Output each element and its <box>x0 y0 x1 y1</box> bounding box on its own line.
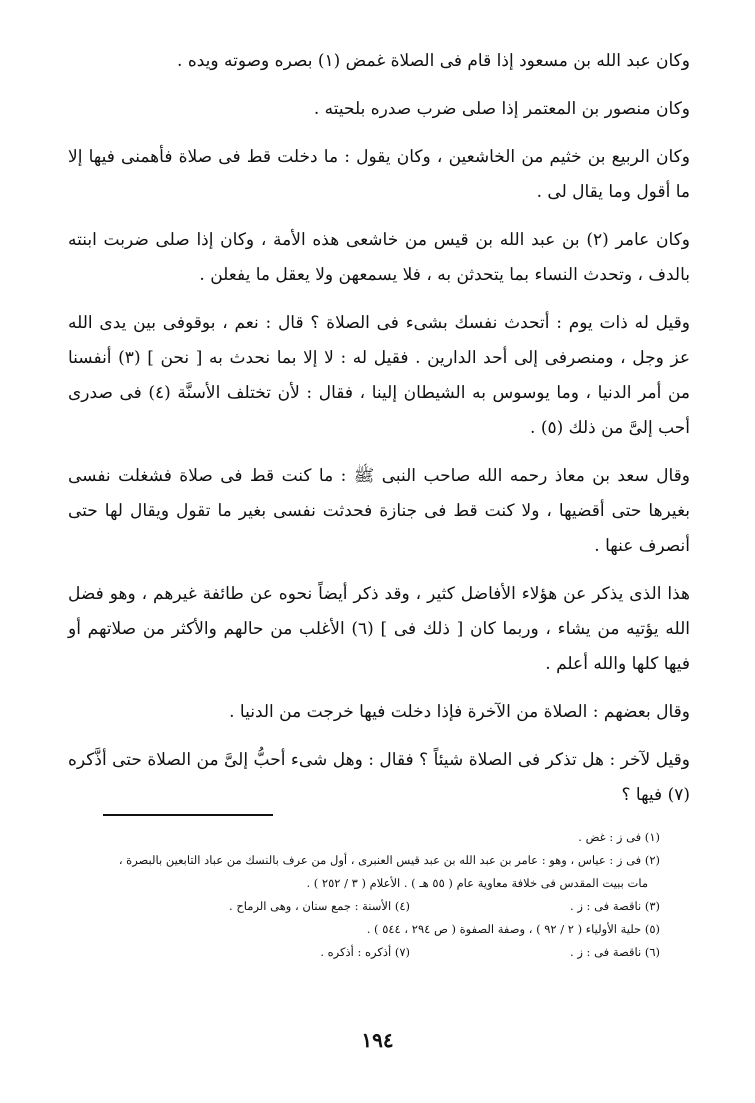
footnote-2-continued: مات ببيت المقدس فى خلافة معاوية عام ( ٥٥ هـ ) . الأعلام ( ٣ / ٢٥٢ ) . <box>306 876 648 890</box>
paragraph-1: وكان عبد الله بن مسعود إذا قام فى الصلاة غمض (١) بصره وصوته ويده . <box>177 51 690 71</box>
footnote-row-6-7 <box>68 941 660 964</box>
paragraph-4: وكان عامر (٢) بن عبد الله بن قيس من خاشعى هذه الأمة ، وكان إذا صلى ضربت ابنته بالدف ، وتحدث النساء بما يتحدثن به ، فلا يسمعهن ولا يعقل ما يفعلن . <box>68 230 690 285</box>
page-number: ١٩٤ <box>361 1028 394 1052</box>
paragraph-2: وكان منصور بن المعتمر إذا صلى ضرب صدره بلحيته . <box>313 99 690 119</box>
footnote-separator <box>103 814 273 816</box>
paragraph-8: وقال بعضهم : الصلاة من الآخرة فإذا دخلت فيها خرجت من الدنيا . <box>229 702 690 722</box>
footnotes <box>68 826 660 964</box>
footnote-6: (٦) ناقصة فى : ز . <box>570 945 660 959</box>
paragraph-3: وكان الربيع بن خثيم من الخاشعين ، وكان يقول : ما دخلت قط فى صلاة فأهمنى فيها إلا ما أقول وما يقال لى . <box>68 147 690 202</box>
footnote-4: (٤) الأسنة : جمع سنان ، وهى الرماح . <box>229 899 410 913</box>
footnote-1: (١) فى ز : غض . <box>578 830 660 844</box>
paragraph-7: هذا الذى يذكر عن هؤلاء الأفاضل كثير ، وقد ذكر أيضاً نحوه عن طائفة غيرهم ، وهو فضل الله يؤتيه من يشاء ، وربما كان [ ذلك فى ] (٦) الأغلب من حالهم والأكثر من صلاتهم أو فيها كلها والله أعلم . <box>68 584 690 674</box>
footnote-3: (٣) ناقصة فى : ز . <box>570 899 660 913</box>
main-text <box>68 44 690 826</box>
paragraph-9: وقيل لآخر : هل تذكر فى الصلاة شيئاً ؟ فقال : وهل شىء أحبُّ إلىَّ من الصلاة حتى أذَّكره (٧) فيها ؟ <box>68 750 690 805</box>
footnote-5: (٥) حلية الأولياء ( ٢ / ٩٢ ) ، وصفة الصفوة ( ص ٢٩٤ ، ٥٤٤ ) . <box>366 922 660 936</box>
footnote-7: (٧) أذكره : أذكره . <box>320 945 410 959</box>
paragraph-6: وقال سعد بن معاذ رحمه الله صاحب النبى ﷺ : ما كنت قط فى صلاة فشغلت نفسى بغيرها حتى أقضيها ، ولا كنت قط فى جنازة فحدثت نفسى بغير ما تقول ويقال لها حتى أنصرف عنها . <box>68 466 690 556</box>
footnote-row-3-4 <box>68 895 660 918</box>
footnote-2: (٢) فى ز : عياس ، وهو : عامر بن عبد الله بن عبد قيس العنبرى ، أول من عرف بالنسك من عباد التابعين بالبصرة ، <box>118 853 660 867</box>
paragraph-5: وقيل له ذات يوم : أتحدث نفسك بشىء فى الصلاة ؟ قال : نعم ، بوقوفى بين يدى الله عز وجل ، ومنصرفى إلى أحد الدارين . فقيل له : لا إلا بما نحدث به [ نحن ] (٣) أنفسنا من أمر الدنيا ، وما يوسوس به الشيطان إلينا ، فقال : لأن تختلف الأسنَّة (٤) فى صدرى أحب إلىَّ من ذلك (٥) . <box>68 313 690 438</box>
